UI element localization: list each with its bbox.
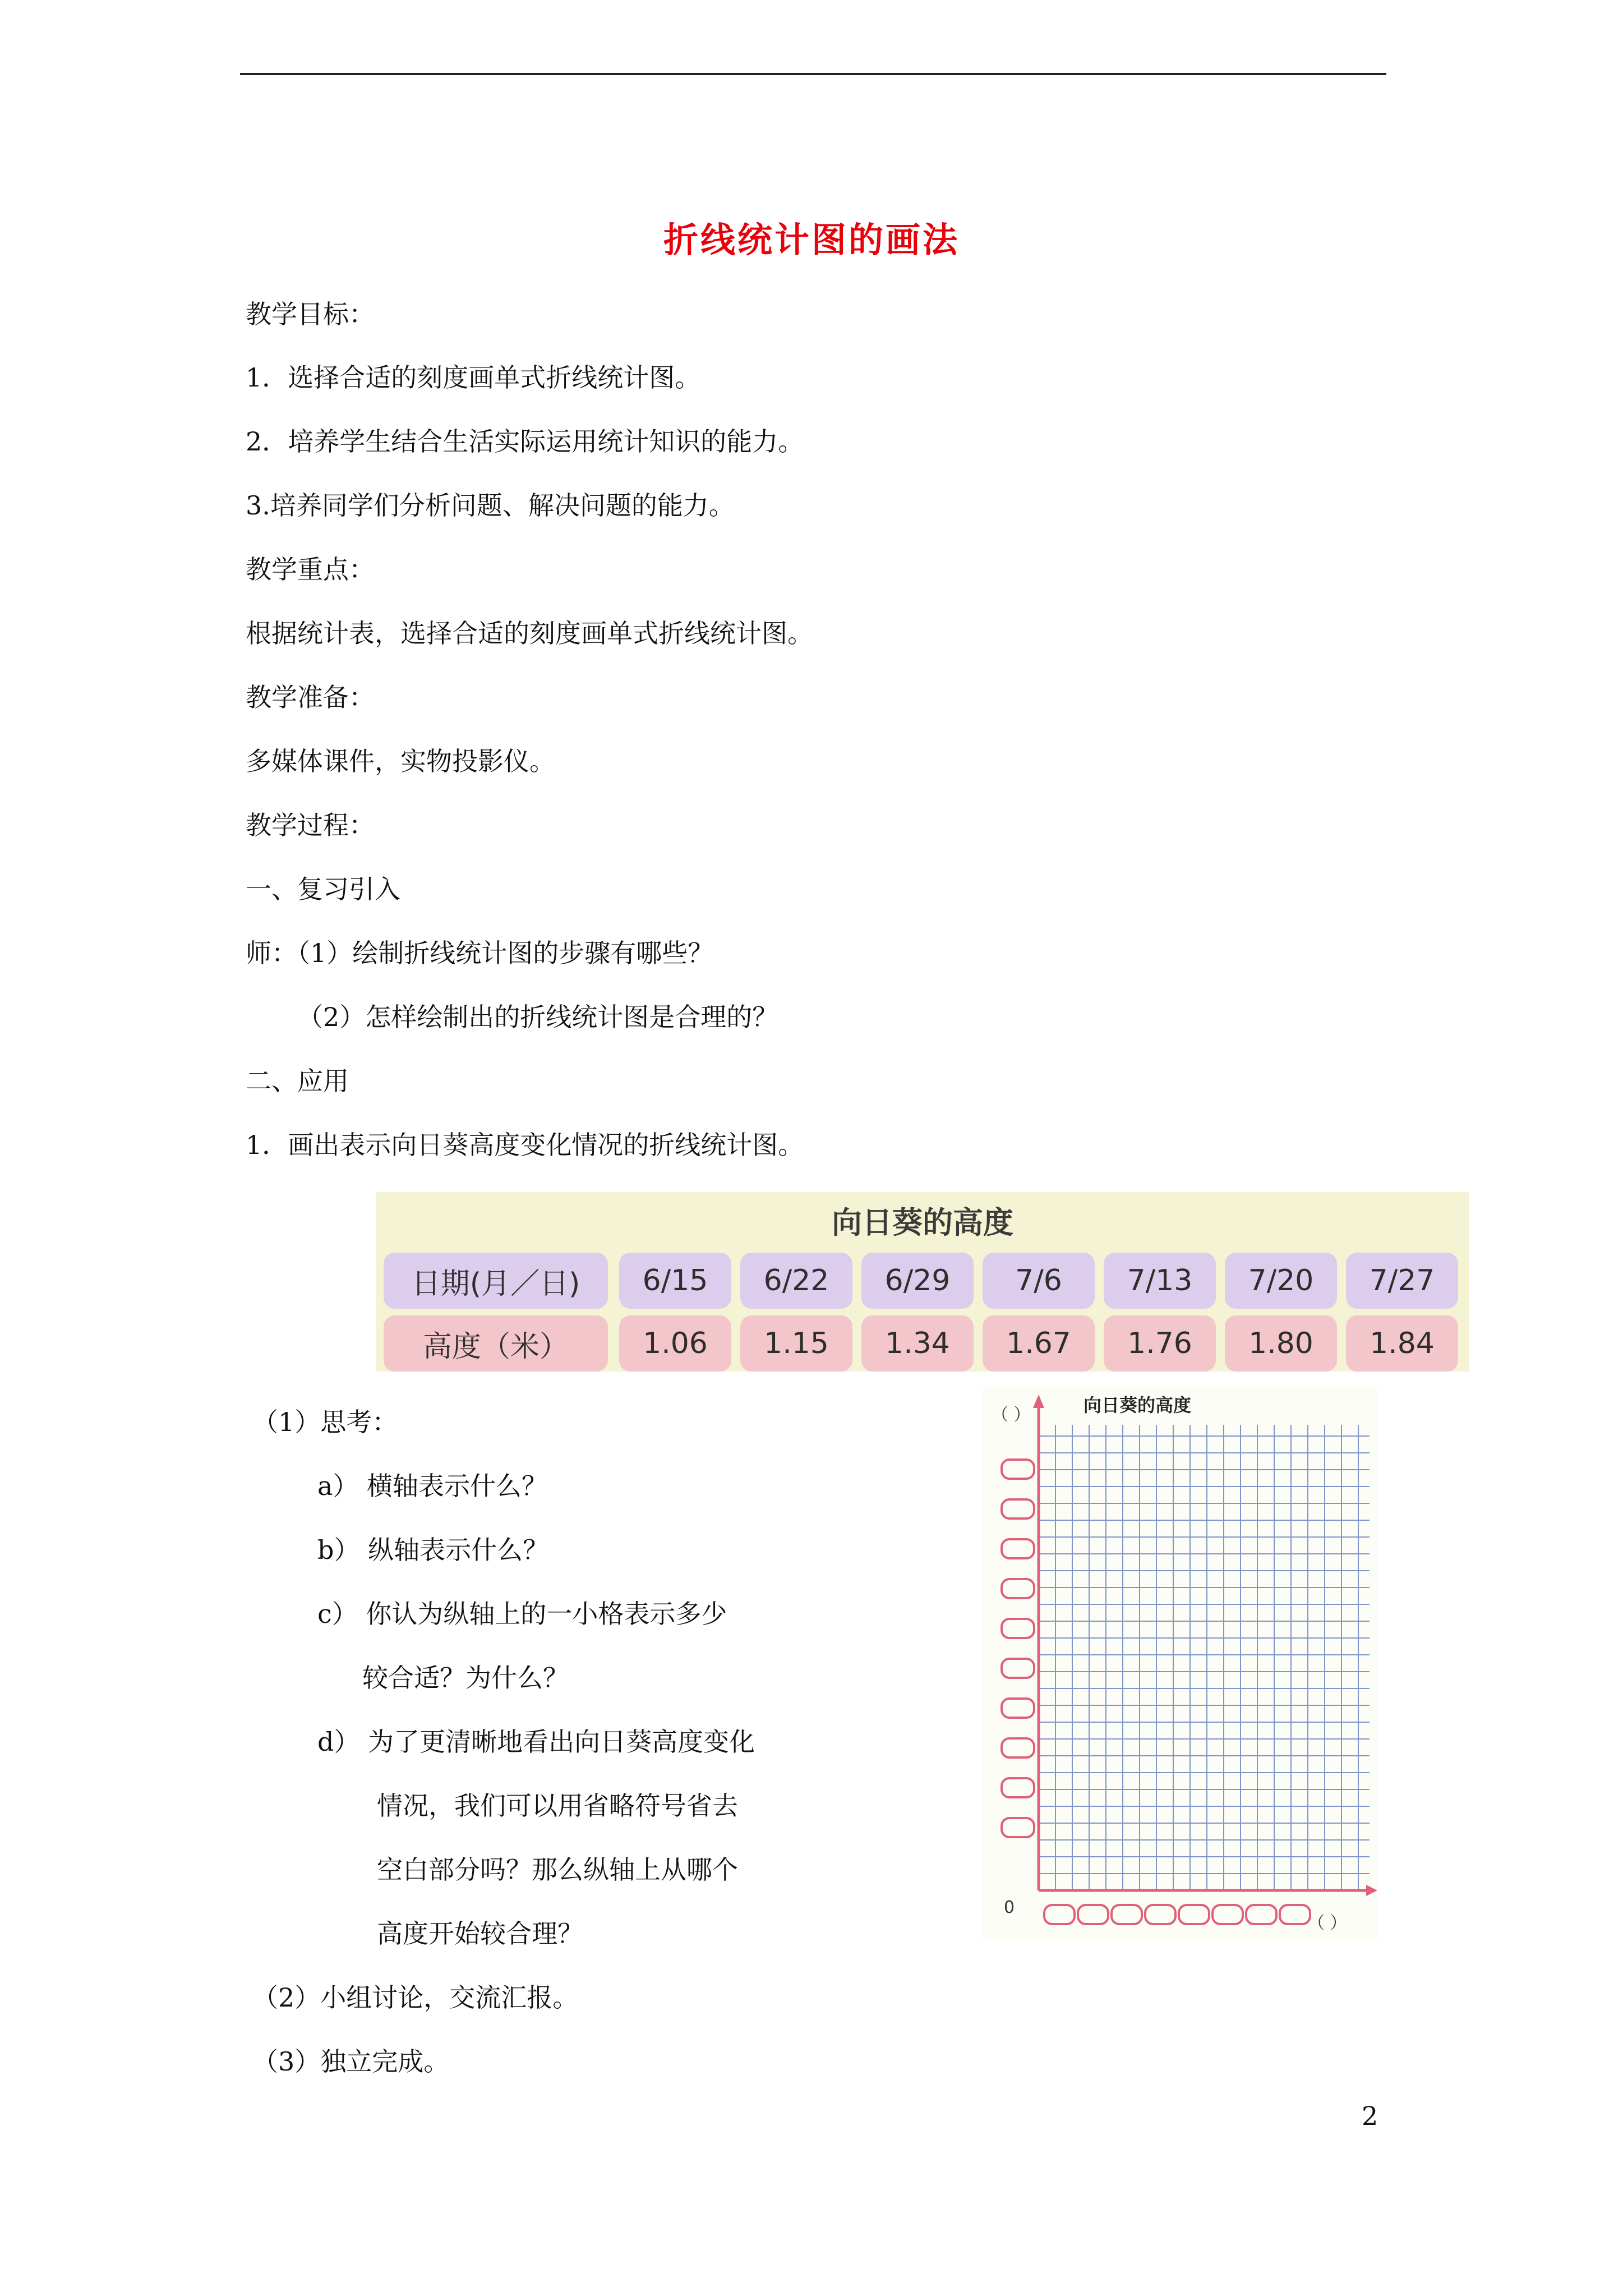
text-line: c） 你认为纵轴上的一小格表示多少 (317, 1599, 727, 1629)
x-label-box (1179, 1905, 1209, 1924)
text-line: 1．画出表示向日葵高度变化情况的折线统计图。 (246, 1130, 804, 1160)
text-line: 多媒体课件，实物投影仪。 (246, 746, 555, 776)
text-line: b） 纵轴表示什么？ (317, 1535, 549, 1565)
y-label-box (1002, 1818, 1034, 1837)
x-label-box (1212, 1905, 1243, 1924)
sunflower-height-table (376, 1192, 1469, 1372)
text-line: 较合适？为什么？ (362, 1663, 569, 1693)
text-line: 教学重点： (246, 554, 375, 585)
text-line: 师：（1）绘制折线统计图的步骤有哪些？ (246, 938, 714, 968)
text-line: （2）怎样绘制出的折线统计图是合理的？ (297, 1002, 778, 1032)
text-line: （1）思考： (252, 1407, 398, 1437)
text-line: 一、复习引入 (246, 874, 400, 904)
text-line: 空白部分吗？那么纵轴上从哪个 (377, 1855, 738, 1885)
y-unit-label: （ ） (992, 1405, 1031, 1425)
text-line: （2）小组讨论，交流汇报。 (252, 1982, 579, 2013)
y-label-box (1002, 1619, 1034, 1638)
y-label-box (1002, 1579, 1034, 1598)
text-line: 根据统计表，选择合适的刻度画单式折线统计图。 (246, 618, 813, 648)
y-axis-arrow (1033, 1395, 1044, 1408)
table-cell: 6/15 (619, 1253, 731, 1309)
text-line: 高度开始较合理？ (377, 1918, 583, 1949)
y-label-box (1002, 1539, 1034, 1558)
chart-title: 向日葵的高度 (1083, 1395, 1192, 1416)
grid-svg (983, 1386, 1377, 1941)
text-line: 二、应用 (246, 1066, 349, 1096)
table-cell: 7/27 (1346, 1253, 1458, 1309)
y-label-box (1002, 1460, 1034, 1479)
text-line: 3.培养同学们分析问题、解决问题的能力。 (246, 490, 735, 521)
table-cell: 1.67 (983, 1315, 1095, 1372)
page-title: 折线统计图的画法 (663, 219, 960, 260)
text-line: 教学准备： (246, 682, 375, 712)
header-rule (240, 73, 1386, 75)
table-cell: 1.34 (861, 1315, 974, 1372)
text-line: a） 横轴表示什么？ (317, 1471, 548, 1501)
text-line: （3）独立完成。 (252, 2046, 450, 2077)
table-header-cell: 日期(月／日) (384, 1253, 608, 1309)
table-header-cell: 高度（米） (384, 1315, 608, 1372)
text-line: 情况，我们可以用省略符号省去 (377, 1791, 738, 1821)
x-label-box (1112, 1905, 1142, 1924)
y-label-box (1002, 1659, 1034, 1678)
blank-grid-chart (983, 1386, 1377, 1941)
table-row-heights (384, 1315, 1461, 1372)
x-label-box (1078, 1905, 1108, 1924)
table-title: 向日葵的高度 (832, 1205, 1013, 1240)
text-line: 1．选择合适的刻度画单式折线统计图。 (246, 362, 701, 393)
table-cell: 1.06 (619, 1315, 731, 1372)
y-label-box (1002, 1738, 1034, 1757)
table-row-dates (384, 1253, 1461, 1309)
text-line: 教学目标： (246, 299, 375, 329)
y-label-box (1002, 1778, 1034, 1797)
page-number: 2 (1362, 2101, 1378, 2131)
x-label-box (1044, 1905, 1075, 1924)
table-cell: 6/22 (740, 1253, 852, 1309)
table-cell: 1.84 (1346, 1315, 1458, 1372)
table-cell: 7/20 (1225, 1253, 1337, 1309)
text-line: d） 为了更清晰地看出向日葵高度变化 (317, 1727, 755, 1757)
table-cell: 7/6 (983, 1253, 1095, 1309)
x-label-box (1280, 1905, 1310, 1924)
x-label-box (1246, 1905, 1276, 1924)
text-line: 2．培养学生结合生活实际运用统计知识的能力。 (246, 426, 804, 457)
x-label-box (1145, 1905, 1175, 1924)
table-cell: 1.76 (1104, 1315, 1216, 1372)
table-cell: 6/29 (861, 1253, 974, 1309)
y-label-box (1002, 1699, 1034, 1718)
x-axis-arrow (1366, 1885, 1377, 1896)
table-cell: 1.15 (740, 1315, 852, 1372)
x-unit-label: （ ） (1308, 1913, 1347, 1933)
y-label-box (1002, 1499, 1034, 1519)
table-cell: 1.80 (1225, 1315, 1337, 1372)
table-cell: 7/13 (1104, 1253, 1216, 1309)
text-line: 教学过程： (246, 810, 375, 840)
origin-label: 0 (1004, 1898, 1015, 1917)
